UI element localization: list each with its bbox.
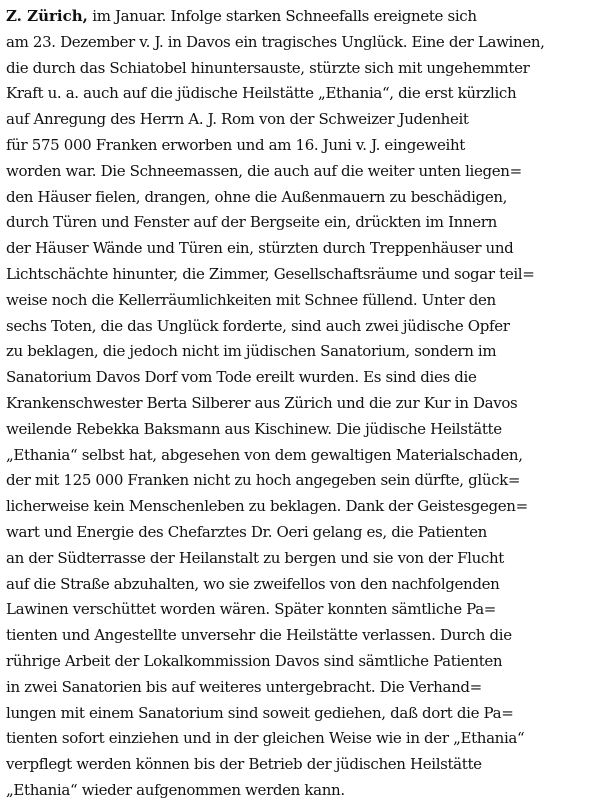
article-line: für 575 000 Franken erworben und am 16. Juni v. J. eingeweiht — [6, 135, 465, 154]
article-line: Lawinen verschüttet worden wären. Später konnten sämtliche Pa= — [6, 600, 497, 619]
article-line: sechs Toten, die das Unglück forderte, sind auch zwei jüdische Opfer — [6, 316, 510, 335]
article-line: weise noch die Kellerräumlichkeiten mit Schnee füllend. Unter den — [6, 290, 496, 309]
article-line: der Häuser Wände und Türen ein, stürzten durch Treppenhäuser und — [6, 239, 514, 258]
article-line-text: im Januar. Infolge starken Schneefalls ereignete sich — [87, 7, 477, 25]
article-line — [6, 4, 590, 30]
dateline: Z. Zürich, — [6, 7, 88, 25]
article-line: an der Südterrasse der Heilanstalt zu bergen und sie von der Flucht — [6, 548, 504, 567]
article-line: „Ethania“ wieder aufgenommen werden kann. — [6, 780, 345, 799]
article-line: rührige Arbeit der Lokalkommission Davos sind sämtliche Patienten — [6, 651, 503, 670]
article-line: durch Türen und Fenster auf der Bergseite ein, drückten im Innern — [6, 213, 497, 232]
article-line: tienten und Angestellte unversehr die Heilstätte verlassen. Durch die — [6, 626, 512, 645]
article-line: zu beklagen, die jedoch nicht im jüdischen Sanatorium, sondern im — [6, 342, 497, 361]
article-line: auf die Straße abzuhalten, wo sie zweifellos von den nachfolgenden — [6, 574, 500, 593]
article-line: lungen mit einem Sanatorium sind soweit gediehen, daß dort die Pa= — [6, 703, 514, 722]
article-line: den Häuser fielen, drangen, ohne die Außenmauern zu beschädigen, — [6, 187, 508, 206]
article-line: wart und Energie des Chefarztes Dr. Oeri gelang es, die Patienten — [6, 522, 487, 541]
article-line: die durch das Schiatobel hinuntersauste, stürzte sich mit ungehemmter — [6, 58, 530, 77]
article-line: worden war. Die Schneemassen, die auch auf die weiter unten liegen= — [6, 161, 522, 180]
article-line: tienten sofort einziehen und in der gleichen Weise wie in der „Ethania“ — [6, 729, 525, 748]
article-line: „Ethania“ selbst hat, abgesehen von dem gewaltigen Materialschaden, — [6, 445, 523, 464]
article-line: weilende Rebekka Baksmann aus Kischinew. Die jüdische Heilstätte — [6, 419, 502, 438]
article-line: in zwei Sanatorien bis auf weiteres untergebracht. Die Verhand= — [6, 677, 482, 696]
article-line: Krankenschwester Berta Silberer aus Zürich und die zur Kur in Davos — [6, 393, 518, 412]
article-line: Kraft u. a. auch auf die jüdische Heilstätte „Ethania“, die erst kürzlich — [6, 84, 517, 103]
article-line: Sanatorium Davos Dorf vom Tode ereilt wurden. Es sind dies die — [6, 368, 477, 387]
article-line: Lichtschächte hinunter, die Zimmer, Gesellschaftsräume und sogar teil= — [6, 264, 535, 283]
article-line: licherweise kein Menschenleben zu beklagen. Dank der Geistesgegen= — [6, 497, 528, 516]
article-line: der mit 125 000 Franken nicht zu hoch angegeben sein dürfte, glück= — [6, 471, 521, 490]
article-line: verpflegt werden können bis der Betrieb der jüdischen Heilstätte — [6, 755, 482, 774]
article-line: am 23. Dezember v. J. in Davos ein tragisches Unglück. Eine der Lawinen, — [6, 32, 545, 51]
article-line: auf Anregung des Herrn A. J. Rom von der Schweizer Judenheit — [6, 110, 469, 129]
